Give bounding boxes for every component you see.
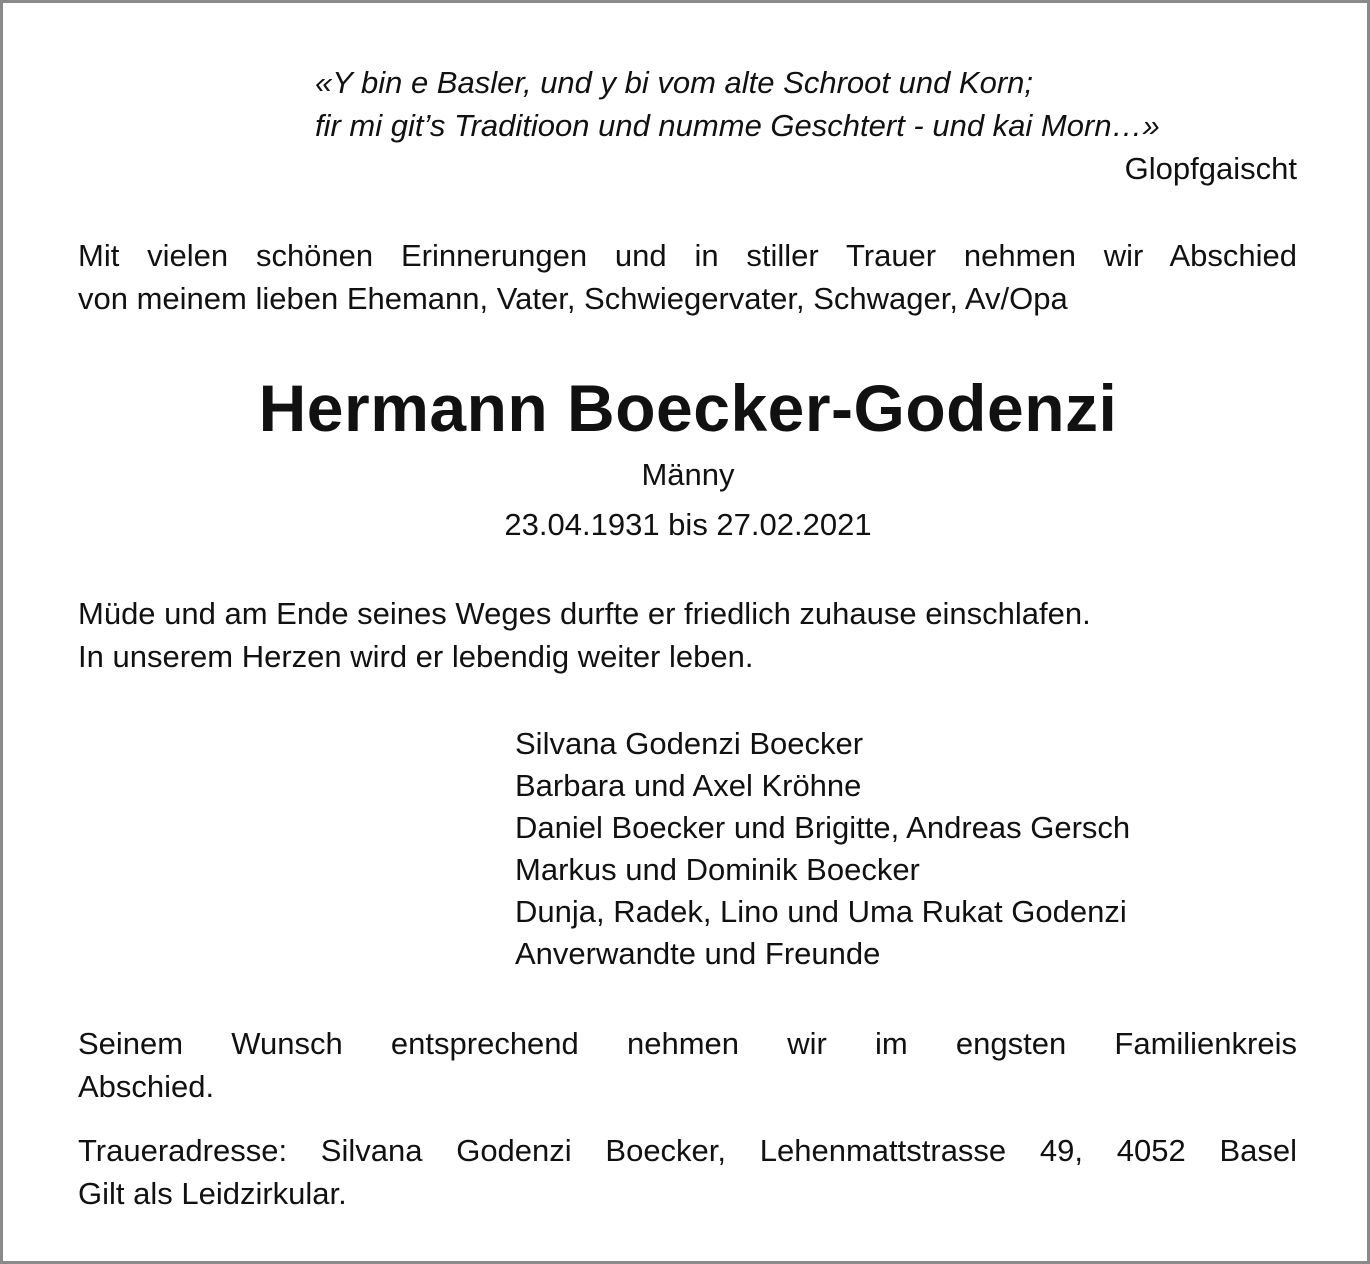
farewell-paragraph bbox=[78, 592, 1297, 678]
wish-paragraph bbox=[78, 1022, 1297, 1108]
dialect-quote bbox=[315, 61, 1297, 190]
address-paragraph bbox=[78, 1129, 1297, 1215]
wish-line-1: Seinem Wunsch entsprechend nehmen wir im engsten Familienkreis bbox=[78, 1026, 1297, 1061]
deceased-nickname: Männy bbox=[641, 457, 735, 492]
life-dates: 23.04.1931 bis 27.02.2021 bbox=[504, 507, 872, 542]
quote-author: Glopfgaischt bbox=[1124, 151, 1297, 186]
wish-line-2: Abschied. bbox=[78, 1069, 215, 1104]
circular-note: Gilt als Leidzirkular. bbox=[78, 1176, 347, 1211]
intro-line-2: von meinem lieben Ehemann, Vater, Schwiegervater, Schwager, Av/Opa bbox=[78, 281, 1068, 316]
mourner-entry: Markus und Dominik Boecker bbox=[515, 852, 920, 887]
mourners-list bbox=[515, 723, 1130, 975]
intro-line-1: Mit vielen schönen Erinnerungen und in stiller Trauer nehmen wir Abschied bbox=[78, 238, 1297, 273]
mourner-entry: Barbara und Axel Kröhne bbox=[515, 768, 862, 803]
mourner-entry: Dunja, Radek, Lino und Uma Rukat Godenzi bbox=[515, 894, 1127, 929]
mourner-entry: Daniel Boecker und Brigitte, Andreas Gersch bbox=[515, 810, 1131, 845]
quote-line-2: fir mi git’s Traditioon und numme Geschtert - und kai Morn…» bbox=[315, 108, 1160, 143]
farewell-line-2: In unserem Herzen wird er lebendig weiter leben. bbox=[78, 639, 754, 674]
mourning-address: Traueradresse: Silvana Godenzi Boecker, Lehenmattstrasse 49, 4052 Basel bbox=[78, 1133, 1297, 1168]
intro-paragraph bbox=[78, 234, 1297, 320]
deceased-name: Hermann Boecker-Godenzi bbox=[258, 371, 1118, 445]
farewell-line-1: Müde und am Ende seines Weges durfte er friedlich zuhause einschlafen. bbox=[78, 596, 1091, 631]
quote-line-1: «Y bin e Basler, und y bi vom alte Schroot und Korn; bbox=[315, 65, 1034, 100]
mourner-entry: Silvana Godenzi Boecker bbox=[515, 726, 864, 761]
mourner-entry: Anverwandte und Freunde bbox=[515, 936, 881, 971]
